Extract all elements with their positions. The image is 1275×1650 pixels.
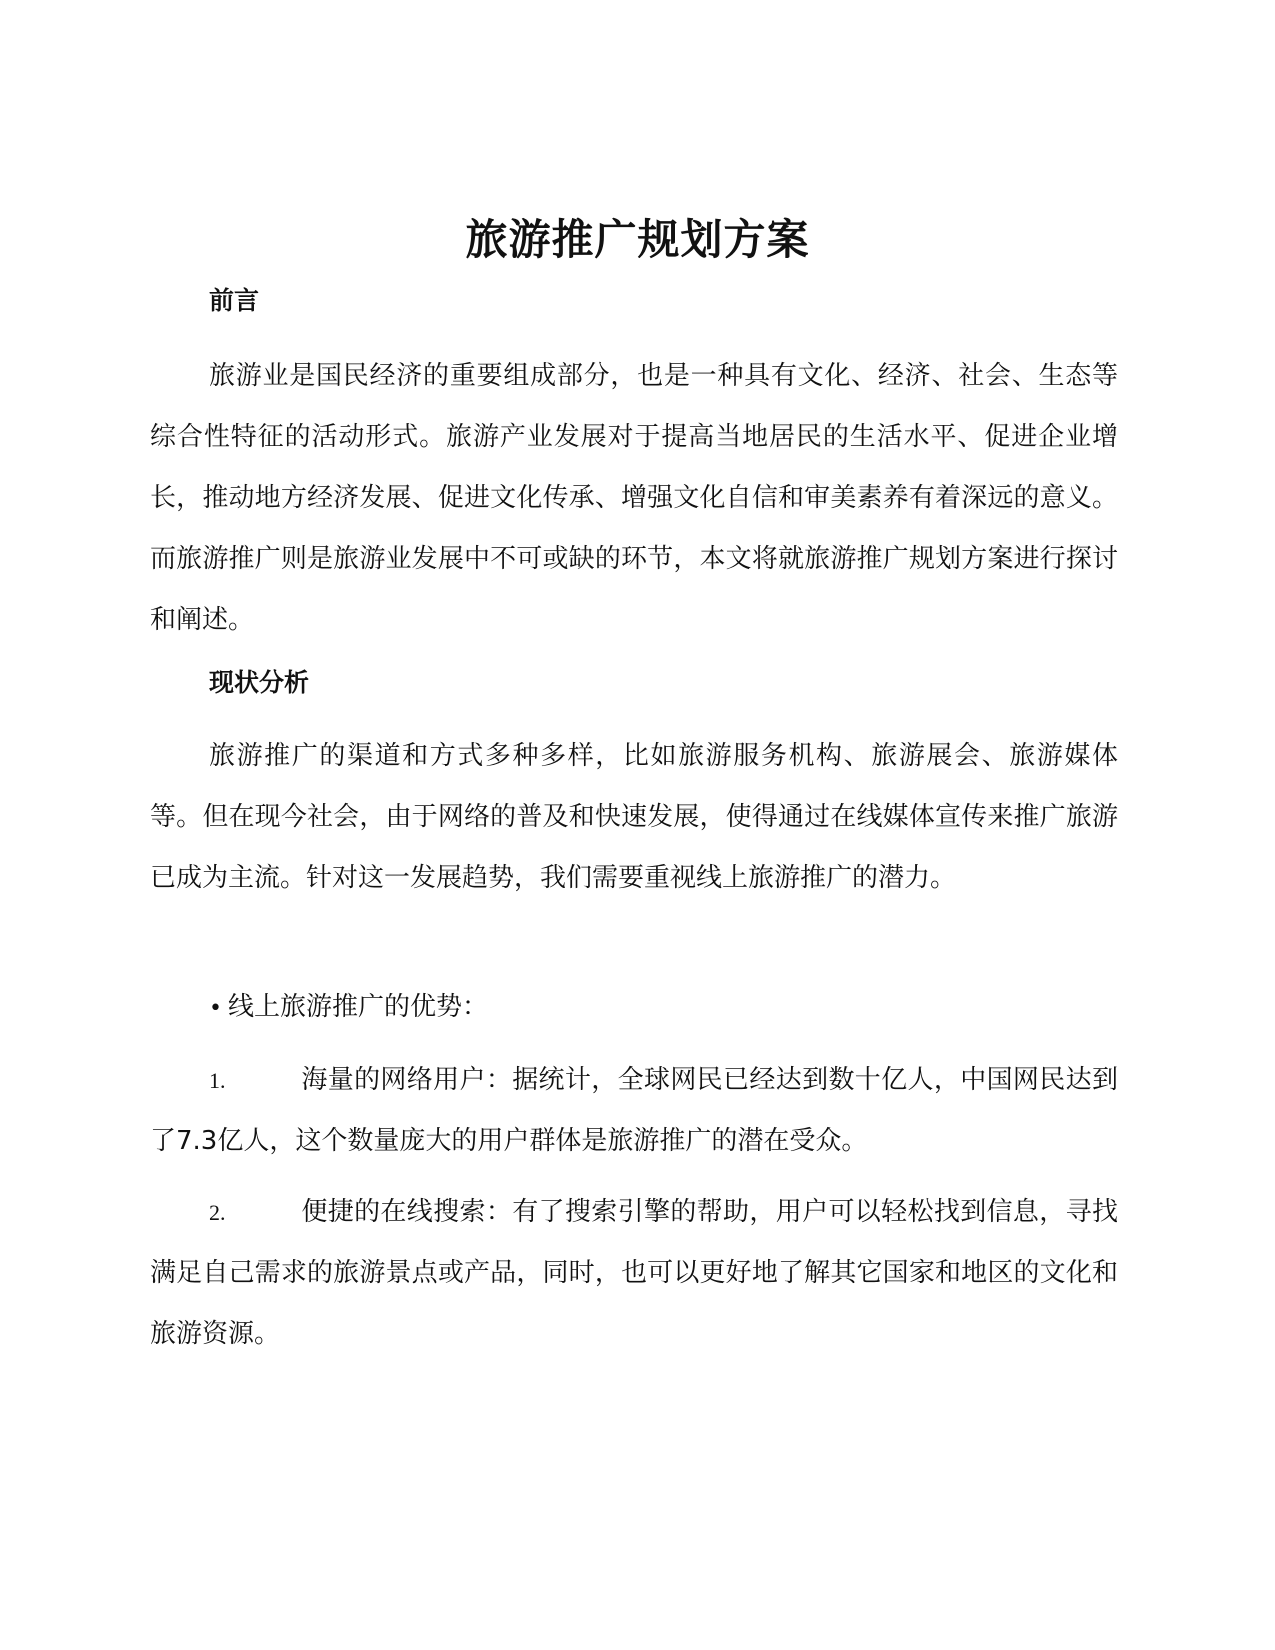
bullet-icon: • bbox=[209, 996, 222, 1021]
bullet-text: 线上旅游推广的优势： bbox=[227, 992, 488, 1022]
numbered-item-2 bbox=[150, 1182, 1118, 1365]
document-title: 旅游推广规划方案 bbox=[465, 215, 810, 264]
preface-paragraph: 旅游业是国民经济的重要组成部分，也是一种具有文化、经济、社会、生态等综合性特征的活动形式。旅游产业发展对于提高当地居民的生活水平、促进企业增长，推动地方经济发展、促进文化传承、增强文化自信和审美素养有着深远的意义。而旅游推广则是旅游业发展中不可或缺的环节，本文将就旅游推广规划方案进行探讨和阐述。 bbox=[150, 361, 1118, 635]
item-text: 海量的网络用户：据统计，全球网民已经达到数十亿人，中国网民达到了7.3亿人，这个数量庞大的用户群体是旅游推广的潜在受众。 bbox=[150, 1065, 1118, 1156]
item-text: 便捷的在线搜索：有了搜索引擎的帮助，用户可以轻松找到信息，寻找满足自己需求的旅游景点或产品，同时，也可以更好地了解其它国家和地区的文化和旅游资源。 bbox=[150, 1197, 1118, 1349]
numbered-item-1 bbox=[150, 1050, 1118, 1172]
section-heading-preface: 前言 bbox=[209, 286, 260, 315]
item-number: 1. bbox=[209, 1068, 226, 1093]
bullet-item-online-advantages bbox=[209, 990, 488, 1026]
section-heading-status-analysis: 现状分析 bbox=[209, 668, 310, 697]
item-number: 2. bbox=[209, 1200, 226, 1225]
status-analysis-paragraph: 旅游推广的渠道和方式多种多样，比如旅游服务机构、旅游展会、旅游媒体等。但在现今社会，由于网络的普及和快速发展，使得通过在线媒体宣传来推广旅游已成为主流。针对这一发展趋势，我们需要重视线上旅游推广的潜力。 bbox=[150, 741, 1118, 893]
